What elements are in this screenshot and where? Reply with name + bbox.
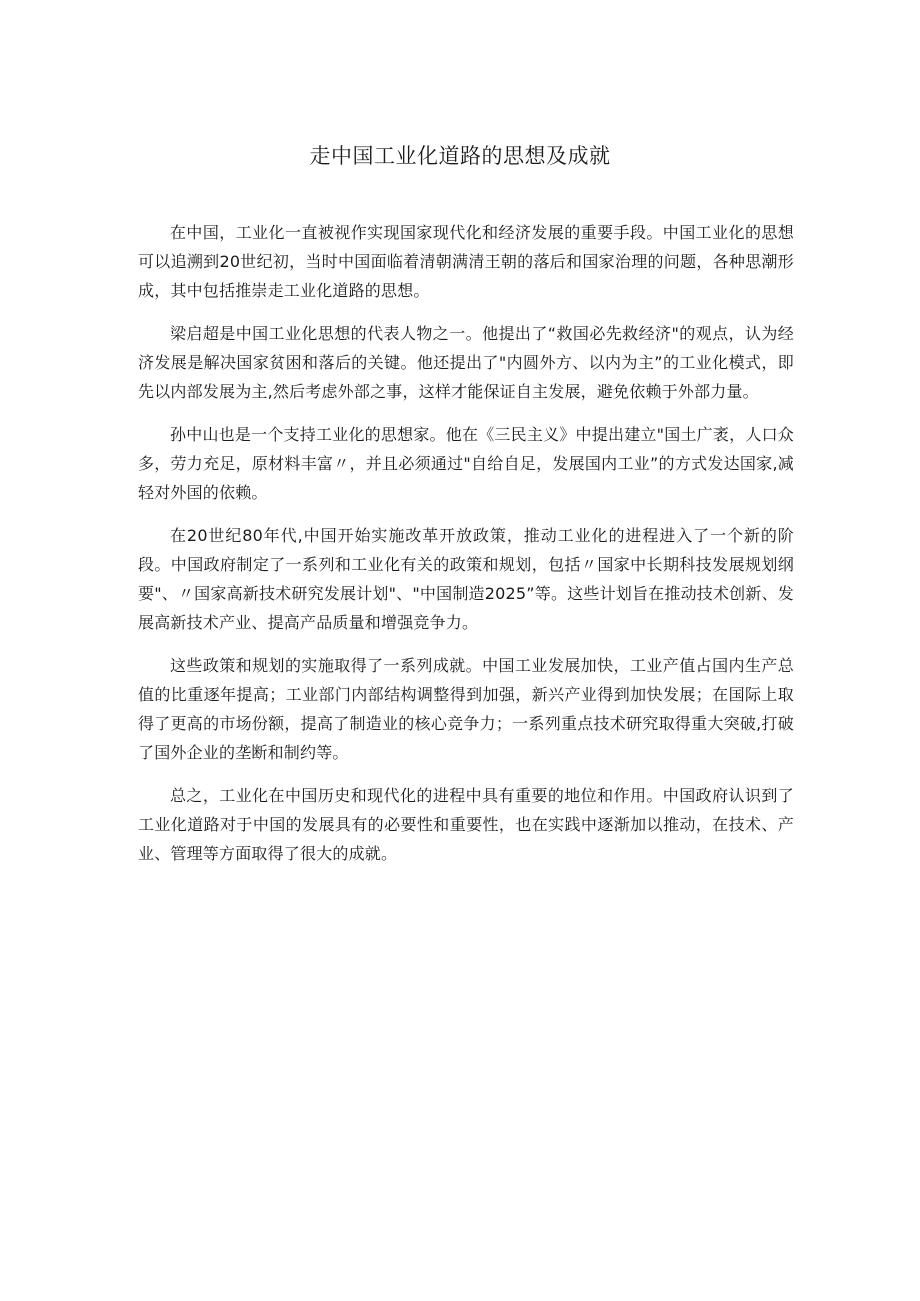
paragraph-liang-qichao: 梁启超是中国工业化思想的代表人物之一。他提出了“救国必先救经济"的观点，认为经济发展是解决国家贫困和落后的关键。他还提出了"内圆外方、以内为主”的工业化模式，即先以内部发展为主,然后考虑外部之事，这样才能保证自主发展，避免依赖于外部力量。 [138, 324, 794, 401]
document-body [138, 218, 794, 882]
document-title: 走中国工业化道路的思想及成就 [309, 144, 611, 168]
paragraph-achievements: 这些政策和规划的实施取得了一系列成就。中国工业发展加快，工业产值占国内生产总值的比重逐年提高；工业部门内部结构调整得到加强，新兴产业得到加快发展；在国际上取得了更高的市场份额，提高了制造业的核心竞争力；一系列重点技术研究取得重大突破,打破了国外企业的垄断和制约等。 [138, 656, 794, 762]
paragraph-sun-zhongshan: 孙中山也是一个支持工业化的思想家。他在《三民主义》中提出建立"国土广袤，人口众多，劳力充足，原材料丰富〃，并且必须通过"自给自足，发展国内工业”的方式发达国家,减轻对外国的依赖。 [138, 425, 794, 502]
paragraph-conclusion: 总之，工业化在中国历史和现代化的进程中具有重要的地位和作用。中国政府认识到了工业化道路对于中国的发展具有的必要性和重要性，也在实践中逐渐加以推动，在技术、产业、管理等方面取得了很大的成就。 [138, 786, 794, 863]
paragraph-intro: 在中国，工业化一直被视作实现国家现代化和经济发展的重要手段。中国工业化的思想可以追溯到20世纪初，当时中国面临着清朝满清王朝的落后和国家治理的问题，各种思潮形成，其中包括推崇走工业化道路的思想。 [138, 223, 794, 300]
paragraph-reform-opening: 在20世纪80年代,中国开始实施改革开放政策，推动工业化的进程进入了一个新的阶段。中国政府制定了一系列和工业化有关的政策和规划，包括〃国家中长期科技发展规划纲要"、〃国家高新技术研究发展计划"、"中国制造2025”等。这些计划旨在推动技术创新、发展高新技术产业、提高产品质量和增强竞争力。 [138, 526, 794, 632]
